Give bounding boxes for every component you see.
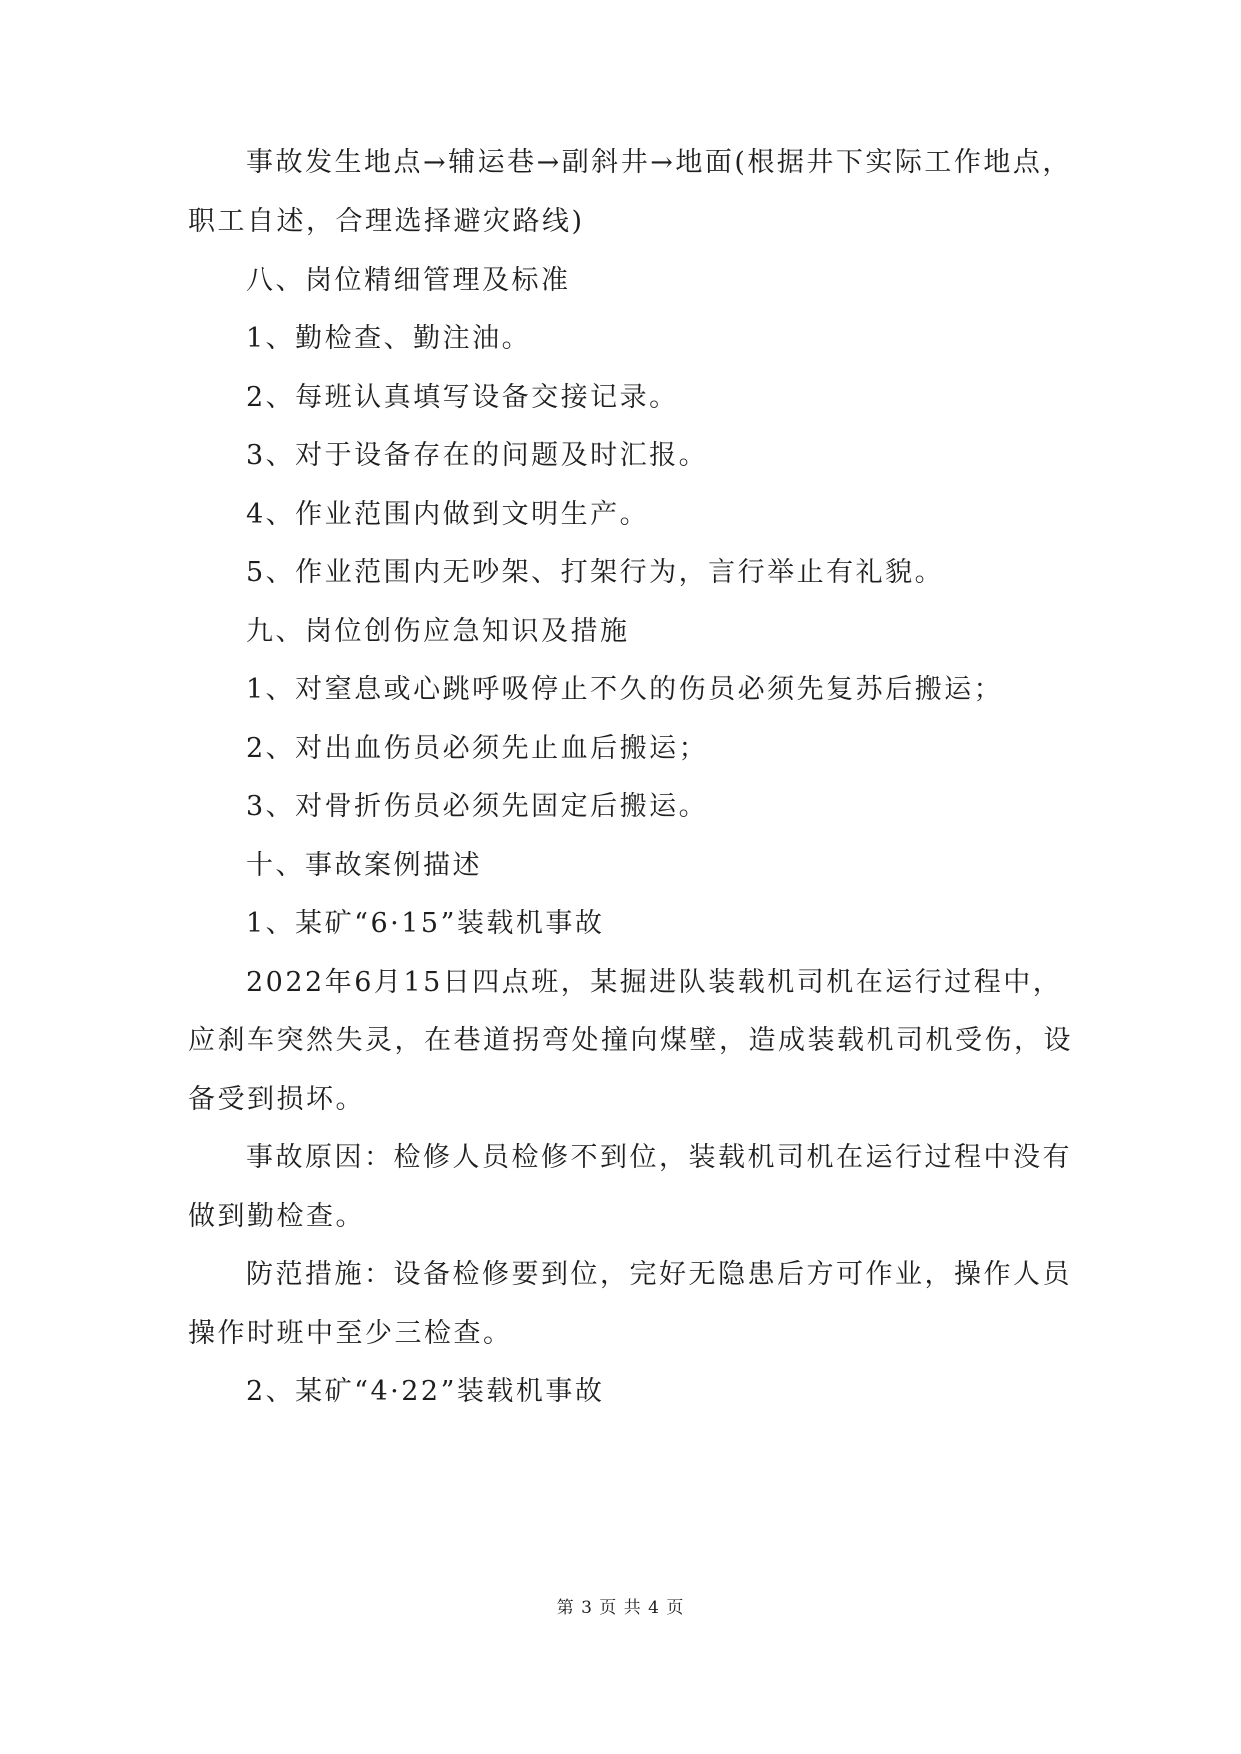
- list-item: 2、对出血伤员必须先止血后搬运；: [246, 733, 709, 764]
- list-item: 3、对骨折伤员必须先固定后搬运。: [246, 791, 709, 822]
- paragraph-line: 事故原因：检修人员检修不到位，装载机司机在运行过程中没有: [246, 1142, 1072, 1173]
- paragraph-line: 操作时班中至少三检查。: [188, 1318, 513, 1349]
- paragraph-line: 应刹车突然失灵，在巷道拐弯处撞向煤壁，造成装载机司机受伤，设: [188, 1025, 1073, 1056]
- section-heading: 九、岗位创伤应急知识及措施: [246, 616, 630, 647]
- paragraph-line: 防范措施：设备检修要到位，完好无隐患后方可作业，操作人员: [246, 1259, 1072, 1290]
- paragraph-line: 2022年6月15日四点班，某掘进队装载机司机在运行过程中，: [246, 967, 1063, 998]
- case-heading: 1、某矿“6·15”装载机事故: [246, 908, 605, 939]
- case-heading: 2、某矿“4·22”装载机事故: [246, 1376, 605, 1407]
- list-item: 3、对于设备存在的问题及时汇报。: [246, 440, 709, 471]
- section-heading: 十、事故案例描述: [246, 850, 482, 881]
- paragraph-line: 职工自述，合理选择避灾路线): [188, 206, 585, 237]
- list-item: 1、对窒息或心跳呼吸停止不久的伤员必须先复苏后搬运；: [246, 674, 1004, 705]
- paragraph-line: 做到勤检查。: [188, 1201, 365, 1232]
- paragraph-line: 备受到损坏。: [188, 1084, 365, 1115]
- section-heading: 八、岗位精细管理及标准: [246, 265, 571, 296]
- page-number-footer: 第 3 页 共 4 页: [556, 1598, 685, 1618]
- list-item: 1、勤检查、勤注油。: [246, 323, 532, 354]
- paragraph-line: 事故发生地点→辅运巷→副斜井→地面(根据井下实际工作地点，: [246, 147, 1072, 178]
- list-item: 5、作业范围内无吵架、打架行为，言行举止有礼貌。: [246, 557, 945, 588]
- list-item: 4、作业范围内做到文明生产。: [246, 499, 650, 530]
- list-item: 2、每班认真填写设备交接记录。: [246, 382, 679, 413]
